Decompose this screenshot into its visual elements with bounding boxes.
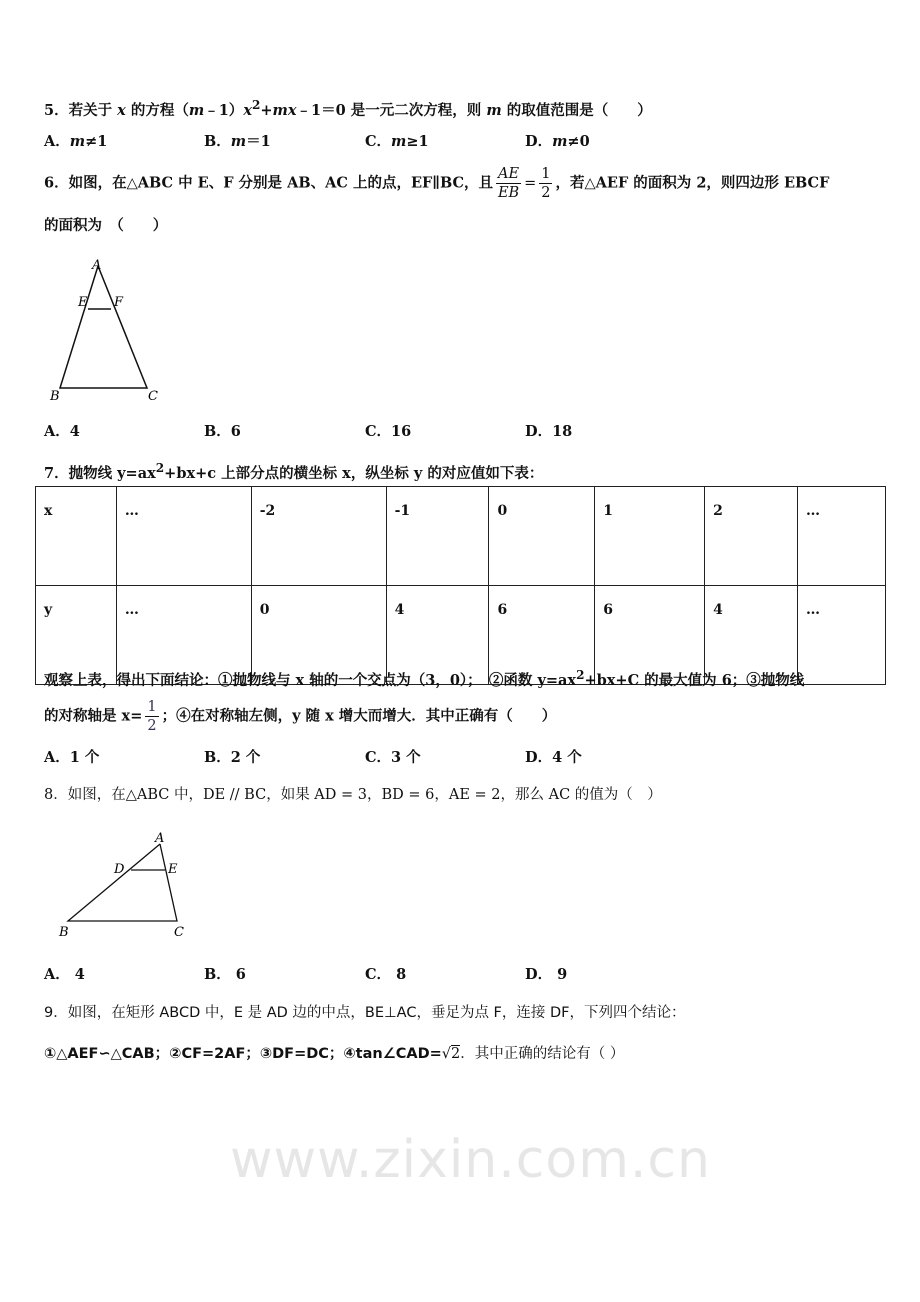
question-8: 8．如图，在△ABC 中，DE // BC，如果 AD = 3，BD = 6，AE = 2，那么 AC 的值为（ ） [44, 787, 662, 803]
question-9-line2: ①△AEF∽△CAB；②CF=2AF；③DF=DC；④tan∠CAD=√2．其中正确的结论有（ ） [44, 1046, 625, 1062]
q6-option-a[interactable]: A．4 [44, 423, 80, 440]
q5-option-b[interactable]: B．m＝1 [204, 133, 271, 150]
table-cell: 1 [595, 487, 705, 586]
q5-option-c[interactable]: C．m≥1 [365, 133, 429, 150]
question-7-observations: 观察上表，得出下面结论：①抛物线与 x 轴的一个交点为（3，0）； ②函数 $y=ax^2+bx+C$ 的最大值为 6；③抛物线 [44, 668, 805, 689]
question-6: 6．如图，在△ABC 中 E、F 分别是 AB、AC 上的点，EF∥BC，且 $\frac{AE}{EB}$ = $\frac{1}{2}$ ，若△AEF 的面积为 2，则四边形 EBCF [44, 166, 830, 201]
label-c: C [174, 925, 184, 940]
q8-option-c[interactable]: C． 8 [365, 966, 407, 983]
label-c: C [148, 389, 158, 404]
q6-option-b[interactable]: B．6 [204, 423, 241, 440]
q7-option-b[interactable]: B．2 个 [204, 749, 261, 766]
label-b: B [59, 925, 69, 940]
q8-option-b[interactable]: B． 6 [204, 966, 246, 983]
table-cell: y [36, 586, 117, 685]
table-cell: … [798, 487, 886, 586]
question-6-line2: 的面积为 （ ） [44, 217, 168, 234]
label-e: E [168, 862, 178, 877]
table-cell: … [116, 586, 251, 685]
q7-option-c[interactable]: C．3 个 [365, 749, 421, 766]
table-cell: x [36, 487, 117, 586]
question-5: 5．若关于 x 的方程$(m﹣1)x^2+mx﹣1=0$ 是一元二次方程，则 m 的取值范围是（ ） [44, 98, 652, 119]
table-cell: 6 [489, 586, 595, 685]
table-cell: 4 [386, 586, 489, 685]
q6-option-d[interactable]: D．18 [525, 423, 573, 440]
values-table [35, 486, 886, 685]
triangle-figure-q8 [50, 828, 200, 943]
watermark: www.zixin.com.cn [230, 1130, 711, 1190]
label-a: A [155, 831, 165, 846]
table-cell: … [116, 487, 251, 586]
table-row-x [36, 487, 886, 586]
triangle-abc [68, 844, 177, 921]
q7-option-a[interactable]: A．1 个 [44, 749, 100, 766]
q5-option-d[interactable]: D．m≠0 [525, 133, 590, 150]
label-d: D [114, 862, 125, 877]
q8-option-a[interactable]: A． 4 [44, 966, 85, 983]
label-a: A [92, 258, 102, 273]
triangle-abc [60, 266, 147, 388]
q7-option-d[interactable]: D．4 个 [525, 749, 582, 766]
q6-option-c[interactable]: C．16 [365, 423, 412, 440]
question-7-line2: 的对称轴是 x= $\frac{1}{2}$ ；④在对称轴左侧，y 随 x 增大而增大．其中正确有（ ） [44, 699, 557, 734]
table-cell: -1 [386, 487, 489, 586]
table-cell: 2 [705, 487, 798, 586]
question-7: 7．抛物线 $y=ax^2+bx+c$ 上部分点的横坐标 x，纵坐标 y 的对应值如下表： [44, 461, 544, 482]
table-cell: 0 [489, 487, 595, 586]
table-cell: -2 [251, 487, 386, 586]
q8-option-d[interactable]: D． 9 [525, 966, 568, 983]
label-e: E [78, 295, 88, 310]
table-cell: 4 [705, 586, 798, 685]
label-b: B [50, 389, 60, 404]
table-cell: 0 [251, 586, 386, 685]
q5-option-a[interactable]: A．m≠1 [44, 133, 108, 150]
triangle-figure-q6 [40, 252, 170, 407]
table-cell: … [798, 586, 886, 685]
label-f: F [114, 295, 124, 310]
table-cell: 6 [595, 586, 705, 685]
question-9: 9．如图，在矩形 ABCD 中，E 是 AD 边的中点，BE⊥AC，垂足为点 F，连接 DF，下列四个结论： [44, 1005, 686, 1021]
